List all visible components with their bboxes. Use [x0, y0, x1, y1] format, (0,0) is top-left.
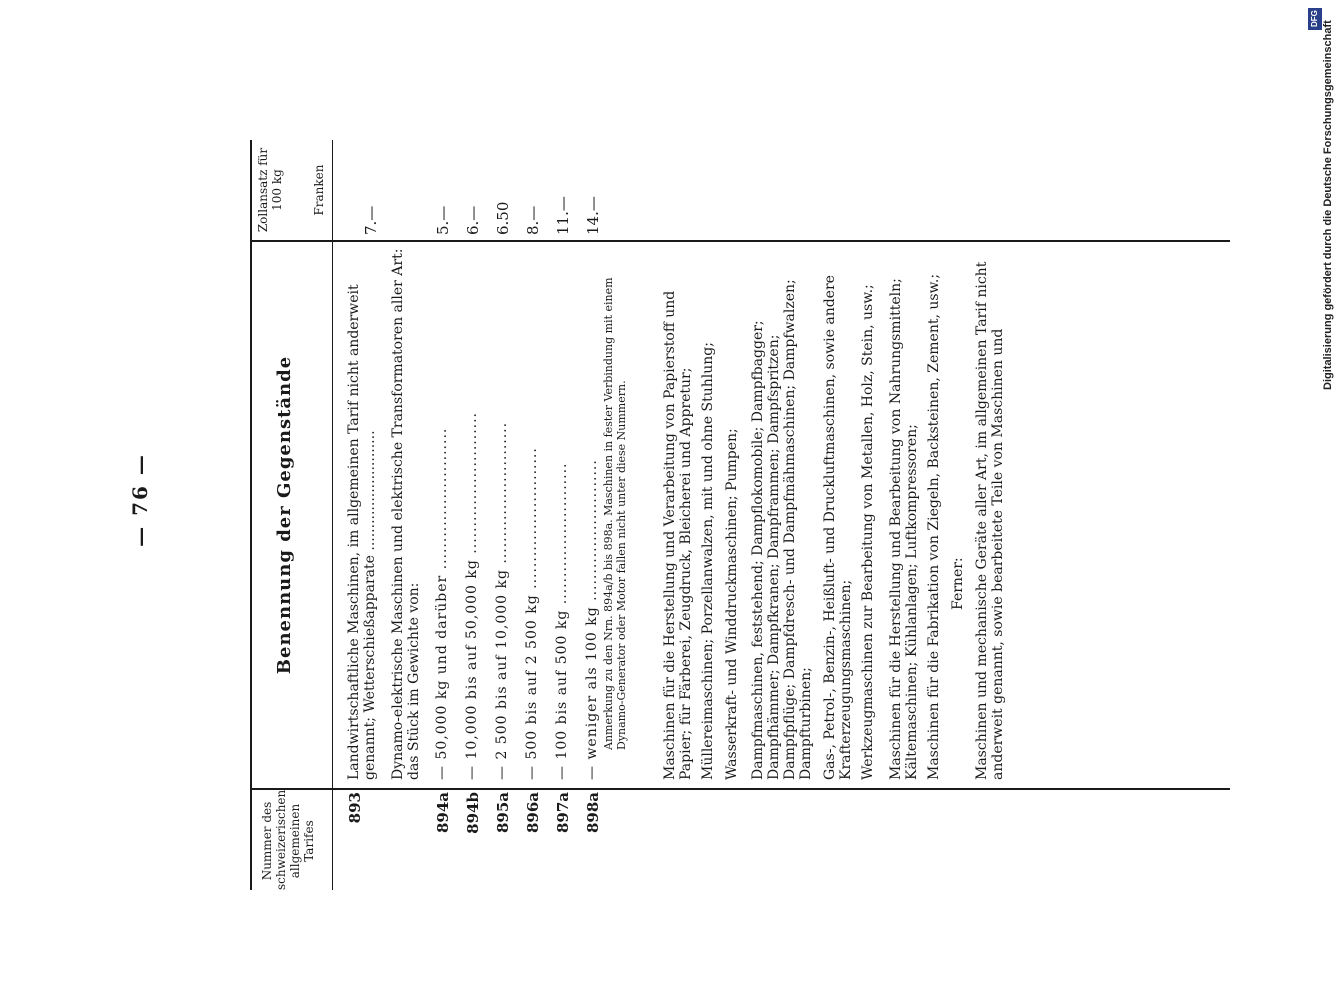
item-description: Gas-, Petrol-, Benzin-, Heißluft- und Druckluftmaschinen, sowie andere Krafterzeugungsmaschinen;	[822, 275, 854, 780]
item-description: Müllereimaschinen; Porzellanwalzen, mit und ohne Stuhlung;	[700, 342, 716, 780]
rate-value: 6.—	[464, 205, 482, 235]
tariff-table	[250, 140, 1230, 890]
tariff-number: 895a	[494, 792, 512, 834]
item-description: — 100 bis auf 500 kg ..........................	[554, 462, 570, 780]
dfg-logo: DFG	[1308, 8, 1322, 30]
header-description: Benennung der Gegenstände	[274, 355, 295, 675]
column-rule-left	[250, 788, 1230, 790]
tariff-number: 896a	[524, 792, 542, 834]
item-description: — 2 500 bis auf 10,000 kg ..........................	[494, 421, 510, 780]
rate-value: 7.—	[362, 205, 380, 235]
rate-value: 5.—	[434, 205, 452, 235]
tariff-number: 897a	[554, 792, 572, 834]
header-divider	[332, 140, 333, 890]
header-number: Nummer des schweizerischen allgemeinen Tarifes	[260, 789, 316, 890]
item-description: — 10,000 bis auf 50,000 kg ..........................	[464, 412, 480, 780]
item-description: Dynamo-elektrische Maschinen und elektrische Transformatoren aller Art: das Stück im Gewichte von:	[390, 248, 422, 780]
digitization-credit: Digitalisierung gefördert durch die Deutsche Forschungsgemeinschaft	[1322, 20, 1334, 390]
item-description: Werkzeugmaschinen zur Bearbeitung von Metallen, Holz, Stein, usw.;	[860, 284, 876, 780]
rate-value: 14.—	[584, 196, 602, 235]
tariff-number: 898a	[584, 792, 602, 834]
table-top-rule	[250, 140, 252, 890]
item-description: — weniger als 100 kg ..........................	[584, 459, 600, 780]
header-rate-unit: Franken	[312, 164, 326, 216]
item-description: — 50,000 kg und darüber ..........................	[434, 427, 450, 780]
tariff-number: 894a	[434, 792, 452, 834]
header-rate: Zollansatz für 100 kg	[256, 147, 284, 233]
rate-value: 8.—	[524, 205, 542, 235]
tariff-number: 894b	[464, 792, 482, 834]
annotation-note: Anmerkung zu den Nrn. 894a/b bis 898a. Maschinen in fester Verbindung mit einem Dynamo-Generator oder Motor fallen nicht unter diese Nummern.	[602, 277, 628, 750]
item-description: Landwirtschaftliche Maschinen, im allgemeinen Tarif nicht anderweit genannt; Wetterschießapparate ...........................	[346, 284, 378, 780]
item-description: Maschinen für die Fabrikation von Ziegeln, Backsteinen, Zement, usw.;	[926, 273, 942, 780]
item-description: Maschinen für die Herstellung und Verarbeitung von Papierstoff und Papier; für Färberei, Zeugdruck, Bleicherei und Appretur;	[662, 290, 694, 780]
tariff-number: 893	[346, 792, 364, 824]
item-description: Maschinen für die Herstellung und Bearbeitung von Nahrungsmitteln; Kältemaschinen; Kühlanlagen; Luftkompressoren;	[888, 278, 920, 780]
item-description: Maschinen und mechanische Geräte aller Art, im allgemeinen Tarif nicht anderweit genannt, sowie bearbeitete Teile von Maschinen und	[974, 261, 1006, 780]
item-description: Ferner:	[950, 557, 966, 610]
rate-value: 11.—	[554, 196, 572, 235]
item-description: Dampfmaschinen, feststehend; Dampflokomobile; Dampfbagger; Dampfhämmer; Dampfkranen; Dampframmen; Dampfspritzen; Dampfpflüge; Dampfdresch- und Dampfmähmaschinen; Dampfwalzen; Dampfturbinen;	[750, 279, 814, 780]
item-description: Wasserkraft- und Winddruckmaschinen; Pumpen;	[724, 428, 740, 780]
page-number: — 76 —	[128, 453, 152, 547]
rotated-document-page	[120, 110, 1220, 890]
item-description: — 500 bis auf 2 500 kg ..........................	[524, 447, 540, 780]
rate-value: 6.50	[494, 201, 512, 235]
